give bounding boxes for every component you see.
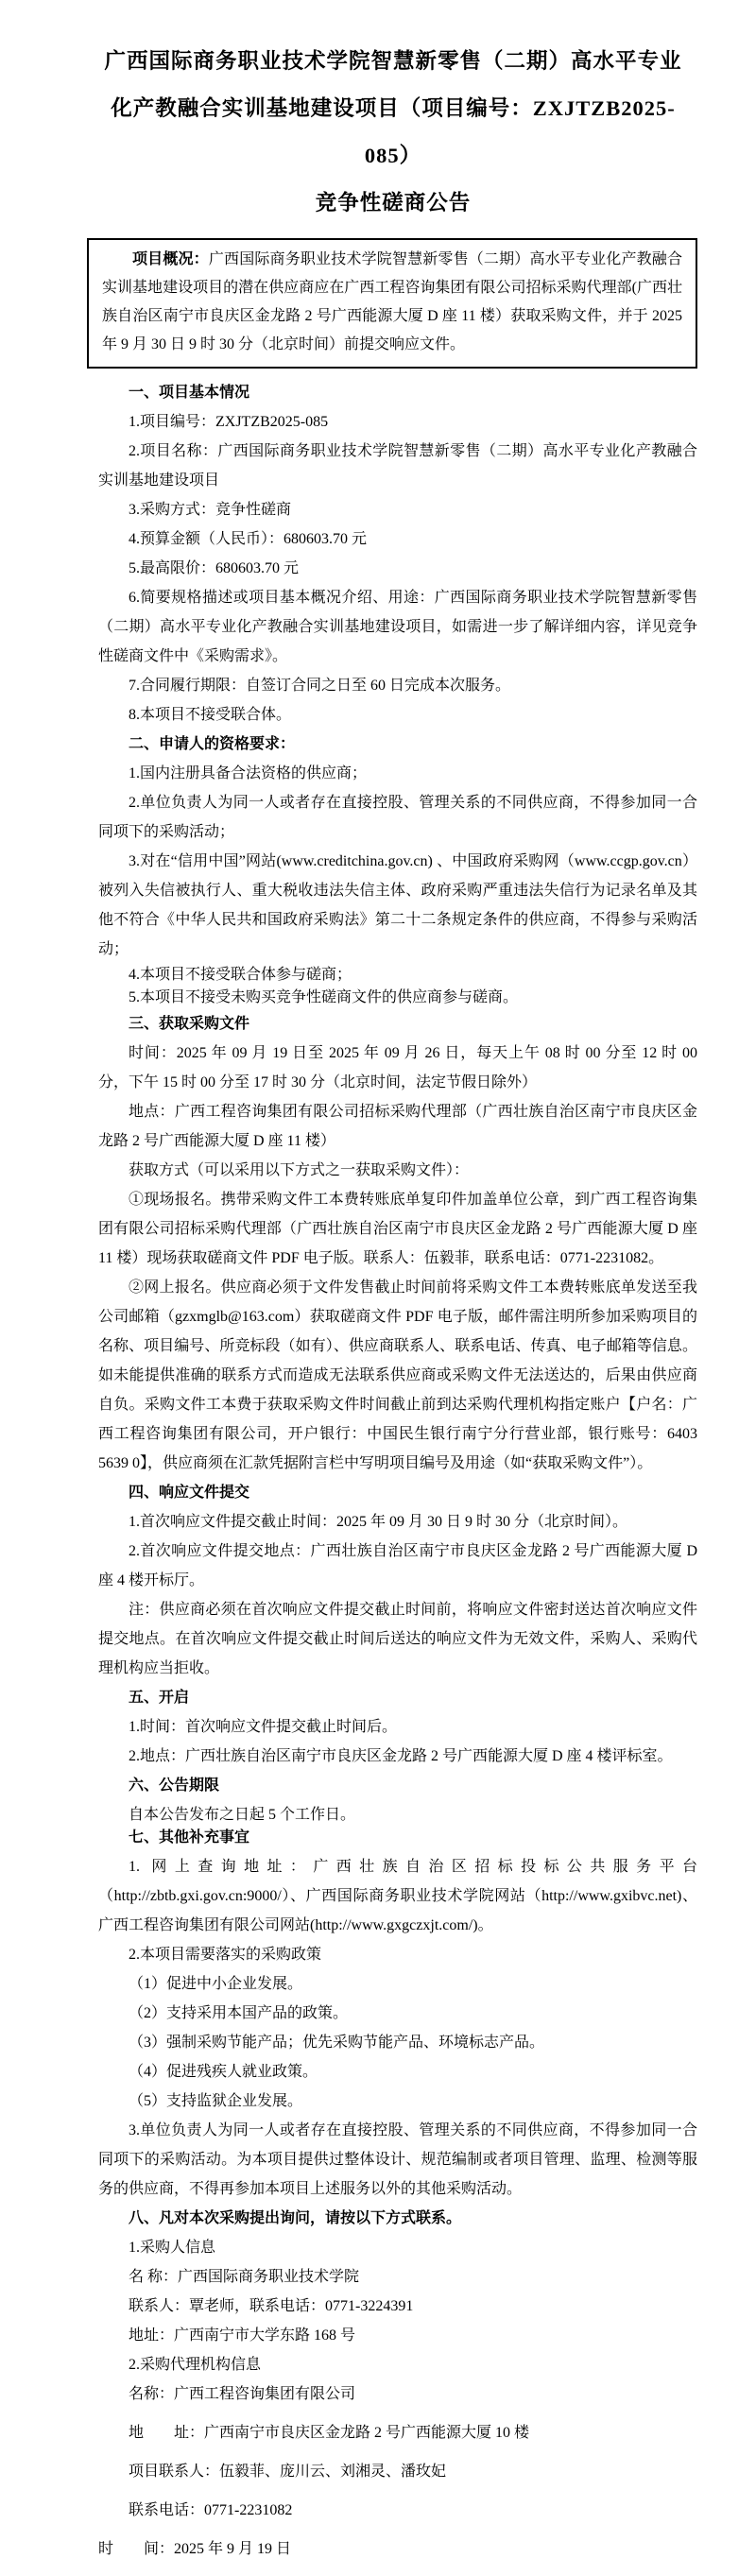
paragraph: 5.最高限价：680603.70 元 bbox=[129, 560, 300, 576]
paragraph: 联系电话：0771-2231082 bbox=[129, 2502, 293, 2518]
paragraph: （5）支持监狱企业发展。 bbox=[129, 2093, 303, 2109]
paragraph: 3.采购方式：竞争性磋商 bbox=[129, 502, 292, 518]
paragraph: 自本公告发布之日起 5 个工作日。 bbox=[129, 1807, 356, 1823]
paragraph: 1.时间：首次响应文件提交截止时间后。 bbox=[129, 1719, 398, 1735]
paragraph: 获取方式（可以采用以下方式之一获取采购文件）： bbox=[129, 1162, 470, 1178]
paragraph: 项目联系人：伍毅菲、庞川云、刘湘灵、潘玫妃 bbox=[129, 2464, 447, 2480]
paragraph: 地 址：广西南宁市良庆区金龙路 2 号广西能源大厦 10 楼 bbox=[129, 2425, 530, 2441]
title-line-2: 化产教融合实训基地建设项目（项目编号：ZXJTZB2025-085） bbox=[111, 96, 676, 167]
paragraph: （3）强制采购节能产品；优先采购节能产品、环境标志产品。 bbox=[129, 2035, 545, 2051]
paragraph: 时间：2025 年 09 月 19 日至 2025 年 09 月 26 日，每天上午 08 时 00 分至 12 时 00 分，下午 15 时 00 分至 17 时 30 分（北京时间，法定节假日除外） bbox=[98, 1045, 697, 1091]
paragraph: （4）促进残疾人就业政策。 bbox=[129, 2064, 318, 2080]
paragraph: 5.本项目不接受未购买竞争性磋商文件的供应商参与磋商。 bbox=[129, 989, 519, 1005]
page-title bbox=[89, 38, 697, 227]
section-heading: 五、开启 bbox=[129, 1690, 190, 1706]
project-overview-paragraph bbox=[102, 246, 682, 359]
section-heading: 八、凡对本次采购提出询问，请按以下方式联系。 bbox=[129, 2210, 462, 2226]
paragraph: 2.本项目需要落实的采购政策 bbox=[129, 1947, 322, 1963]
title-line-3: 竞争性磋商公告 bbox=[315, 191, 472, 215]
section-heading: 二、申请人的资格要求： bbox=[129, 736, 296, 752]
paragraph: 4.本项目不接受联合体参与磋商； bbox=[129, 967, 352, 983]
paragraph: 4.预算金额（人民币）：680603.70 元 bbox=[129, 531, 368, 547]
paragraph: 2.采购代理机构信息 bbox=[129, 2357, 262, 2373]
paragraph: ①现场报名。携带采购文件工本费转账底单复印件加盖单位公章，到广西工程咨询集团有限公司招标采购代理部（广西壮族自治区南宁市良庆区金龙路 2 号广西能源大厦 D 座 11 楼）现场获取磋商文件 PDF 电子版。联系人：伍毅菲，联系电话：0771-2231082。 bbox=[98, 1192, 697, 1266]
paragraph: 3.单位负责人为同一人或者存在直接控股、管理关系的不同供应商，不得参加同一合同项下的采购活动。为本项目提供过整体设计、规范编制或者项目管理、监理、检测等服务的供应商，不得再参加本项目上述服务以外的其他采购活动。 bbox=[98, 2122, 697, 2197]
paragraph: 2.单位负责人为同一人或者存在直接控股、管理关系的不同供应商，不得参加同一合同项下的采购活动； bbox=[98, 795, 697, 840]
paragraph: 2.首次响应文件提交地点：广西壮族自治区南宁市良庆区金龙路 2 号广西能源大厦 D 座 4 楼开标厅。 bbox=[98, 1543, 697, 1589]
title-line-1: 广西国际商务职业技术学院智慧新零售（二期）高水平专业 bbox=[104, 49, 682, 73]
paragraph: 7.合同履行期限：自签订合同之日至 60 日完成本次服务。 bbox=[129, 678, 511, 694]
project-overview-label: 项目概况： bbox=[132, 251, 209, 267]
paragraph: 1.首次响应文件提交截止时间：2025 年 09 月 30 日 9 时 30 分（北京时间）。 bbox=[129, 1514, 628, 1530]
paragraph: （2）支持采用本国产品的政策。 bbox=[129, 2005, 349, 2021]
section-heading: 四、响应文件提交 bbox=[129, 1485, 250, 1501]
paragraph: 3.对在“信用中国”网站(www.creditchina.gov.cn) 、中国政府采购网（www.ccgp.gov.cn）被列入失信被执行人、重大税收违法失信主体、政府采购严重违法失信行为记录名单及其他不符合《中华人民共和国政府采购法》第二十二条规定条件的供应商，不得参与采购活动； bbox=[98, 853, 697, 957]
section-heading: 六、公告期限 bbox=[129, 1777, 220, 1794]
document-body bbox=[98, 378, 697, 2564]
project-overview-text: 广西国际商务职业技术学院智慧新零售（二期）高水平专业化产教融合实训基地建设项目的潜在供应商应在广西工程咨询集团有限公司招标采购代理部(广西壮族自治区南宁市良庆区金龙路 2 号广西能源大厦 D 座 11 楼）获取采购文件，并于 2025 年 9 月 30 日 9 时 30 分（北京时间）前提交响应文件。 bbox=[102, 251, 682, 352]
section-heading: 一、项目基本情况 bbox=[129, 385, 250, 401]
paragraph: 联系人：覃老师，联系电话：0771-3224391 bbox=[129, 2298, 414, 2314]
paragraph: （1）促进中小企业发展。 bbox=[129, 1976, 303, 1992]
paragraph: 1.采购人信息 bbox=[129, 2240, 216, 2256]
section-heading: 七、其他补充事宜 bbox=[129, 1829, 250, 1846]
section-heading: 三、获取采购文件 bbox=[129, 1016, 250, 1032]
paragraph: ②网上报名。供应商必须于文件发售截止时间前将采购文件工本费转账底单发送至我公司邮箱（gzxmglb@163.com）获取磋商文件 PDF 电子版，邮件需注明所参加采购项目的名称、项目编号、所竞标段（如有）、供应商联系人、联系电话、传真、电子邮箱等信息。如未能提供准确的联系方式而造成无法联系供应商或采购文件无法送达的，后果由供应商自负。采购文件工本费于获取采购文件时间截止前到达采购代理机构指定账户【户名：广西工程咨询集团有限公司，开户银行：中国民生银行南宁分行营业部，银行账号：6403 5639 0】，供应商须在汇款凭据附言栏中写明项目编号及用途（如“获取采购文件”）。 bbox=[98, 1279, 697, 1471]
paragraph: 地址：广西南宁市大学东路 168 号 bbox=[129, 2327, 356, 2344]
paragraph: 2.项目名称：广西国际商务职业技术学院智慧新零售（二期）高水平专业化产教融合实训基地建设项目 bbox=[98, 443, 697, 489]
paragraph: 8.本项目不接受联合体。 bbox=[129, 707, 292, 723]
paragraph: 注：供应商必须在首次响应文件提交截止时间前，将响应文件密封送达首次响应文件提交地点。在首次响应文件提交截止时间后送达的响应文件为无效文件，采购人、采购代理机构应当拒收。 bbox=[98, 1602, 697, 1676]
paragraph: 2.地点：广西壮族自治区南宁市良庆区金龙路 2 号广西能源大厦 D 座 4 楼评标室。 bbox=[129, 1748, 673, 1764]
paragraph: 地点：广西工程咨询集团有限公司招标采购代理部（广西壮族自治区南宁市良庆区金龙路 2 号广西能源大厦 D 座 11 楼） bbox=[98, 1104, 697, 1149]
project-overview-box bbox=[87, 238, 697, 369]
paragraph: 名称：广西工程咨询集团有限公司 bbox=[129, 2386, 356, 2402]
paragraph: 6.简要规格描述或项目基本概况介绍、用途：广西国际商务职业技术学院智慧新零售（二期）高水平专业化产教融合实训基地建设项目，如需进一步了解详细内容，详见竞争性磋商文件中《采购需求》。 bbox=[98, 590, 697, 664]
paragraph: 1.国内注册具备合法资格的供应商； bbox=[129, 765, 368, 781]
paragraph: 1. 网上查询地址：广西壮族自治区招标投标公共服务平台（http://zbtb.gxi.gov.cn:9000/）、广西国际商务职业技术学院网站（http://www.gxibvc.net)、广西工程咨询集团有限公司网站(http://www.gxgczxjt.com/)。 bbox=[98, 1859, 697, 1933]
paragraph: 1.项目编号：ZXJTZB2025-085 bbox=[129, 414, 329, 430]
paragraph: 时 间：2025 年 9 月 19 日 bbox=[98, 2541, 292, 2557]
paragraph: 名 称：广西国际商务职业技术学院 bbox=[129, 2269, 360, 2285]
